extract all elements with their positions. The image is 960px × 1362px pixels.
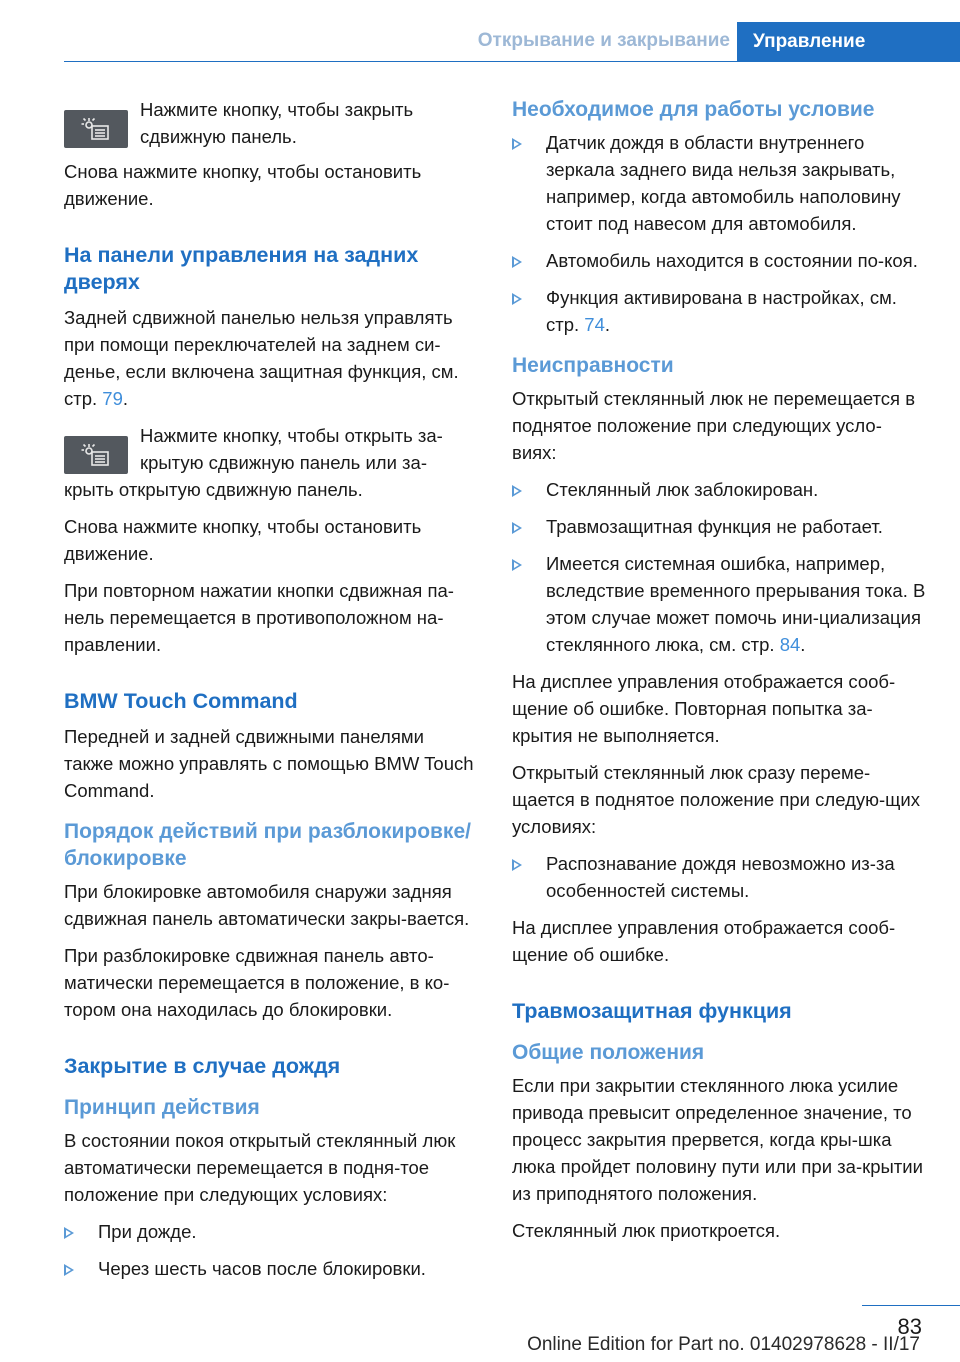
list-item: Распознавание дождя невозможно из-за особенностей системы. <box>512 850 926 904</box>
header-rule <box>64 61 737 62</box>
close-button-text: Нажмите кнопку, чтобы закрыть сдвижную панель. <box>140 99 414 147</box>
left-column <box>64 96 478 1292</box>
paragraph: На дисплее управления отображается сооб-щение об ошибке. <box>512 917 896 965</box>
paragraph: Открытый стеклянный люк не перемещается в поднятое положение при следующих усло-виях: <box>512 388 916 463</box>
heading-condition: Необходимое для работы условие <box>512 98 875 121</box>
open-close-button-instruction <box>64 422 478 476</box>
page-link-84[interactable]: 84 <box>779 634 801 655</box>
heading-faults: Неисправности <box>512 354 674 377</box>
heading-pinch-protection: Травмозащитная функция <box>512 999 792 1023</box>
sliding-panel-button-icon <box>64 436 128 474</box>
page-link-74[interactable]: 74 <box>584 314 605 335</box>
paragraph: Передней и задней сдвижными панелями также можно управлять с помощью BMW Touch Command. <box>64 726 474 801</box>
paragraph-rear: Задней сдвижной панелью нельзя управлять при помощи переключателей на заднем си-денье, если включена защитная функция, см. стр. 79. <box>64 307 459 409</box>
paragraph: При разблокировке сдвижная панель авто-матически перемещается в положение, в ко-тором она находилась до блокировки. <box>64 945 450 1020</box>
paragraph: Стеклянный люк приоткроется. <box>512 1220 781 1241</box>
list-item: Датчик дождя в области внутреннего зеркала заднего вида нельзя закрывать, например, когда автомобиль наполовину стоит под навесом для автомобиля. <box>512 129 926 237</box>
page-header <box>0 0 960 62</box>
paragraph: Если при закрытии стеклянного люка усилие привода превысит определенное значение, то процесс закрытия прервется, когда кры-шка люка пройдет половину пути или при за-крытии из приподнятого положения. <box>512 1075 923 1204</box>
close-button-instruction <box>64 96 478 150</box>
condition-list <box>512 129 926 338</box>
bullet-triangle-icon <box>512 485 522 497</box>
fault-list <box>512 476 926 658</box>
section-breadcrumb[interactable]: Открывание и закрывание <box>477 30 730 51</box>
paragraph: В состоянии покоя открытый стеклянный люк автоматически перемещается в подня-тое положение при следующих условиях: <box>64 1130 456 1205</box>
paragraph: Снова нажмите кнопку, чтобы остановить движение. <box>64 516 422 564</box>
bullet-triangle-icon <box>64 1264 74 1276</box>
bullet-triangle-icon <box>512 559 522 571</box>
principle-list <box>64 1218 478 1282</box>
right-column <box>512 96 926 1254</box>
paragraph: На дисплее управления отображается сооб-щение об ошибке. Повторная попытка за-крытия не выполняется. <box>512 671 896 746</box>
bullet-triangle-icon <box>512 256 522 268</box>
list-item: Стеклянный люк заблокирован. <box>512 476 926 503</box>
edition-note: Online Edition for Part no. 01402978628 - II/17 <box>527 1334 920 1355</box>
heading-lock-procedure: Порядок действий при разблокировке/блокировке <box>64 820 471 870</box>
heading-rear-panel: На панели управления на задних дверях <box>64 243 419 294</box>
open-close-button-text: Нажмите кнопку, чтобы открыть за-крытую сдвижную панель или за- <box>140 425 443 473</box>
paragraph: крыть открытую сдвижную панель. <box>64 479 363 500</box>
raise-list <box>512 850 926 904</box>
heading-general: Общие положения <box>512 1041 705 1064</box>
bullet-triangle-icon <box>512 293 522 305</box>
heading-rain-closing: Закрытие в случае дождя <box>64 1054 341 1078</box>
list-item: Травмозащитная функция не работает. <box>512 513 926 540</box>
bullet-triangle-icon <box>512 522 522 534</box>
sliding-panel-button-icon <box>64 110 128 148</box>
paragraph: При повторном нажатии кнопки сдвижная па-нель перемещается в противоположном на-правлении. <box>64 580 454 655</box>
list-item: Функция активирована в настройках, см. стр. 74. <box>512 284 926 338</box>
list-item: При дожде. <box>64 1218 478 1245</box>
heading-principle: Принцип действия <box>64 1096 260 1119</box>
page-number: 83 <box>897 1314 922 1339</box>
bullet-triangle-icon <box>64 1227 74 1239</box>
list-item: Имеется системная ошибка, например, вследствие временного прерывания тока. В этом случае может помочь ини-циализация стеклянного люка, см. стр. 84. <box>512 550 926 658</box>
page-link-79[interactable]: 79 <box>102 388 123 409</box>
paragraph: Открытый стеклянный люк сразу переме-щается в поднятое положение при следую-щих условиях: <box>512 762 920 837</box>
paragraph: Снова нажмите кнопку, чтобы остановить движение. <box>64 161 422 209</box>
heading-touch-command: BMW Touch Command <box>64 689 298 713</box>
list-item: Через шесть часов после блокировки. <box>64 1255 478 1282</box>
bullet-triangle-icon <box>512 138 522 150</box>
paragraph: При блокировке автомобиля снаружи задняя сдвижная панель автоматически закры-вается. <box>64 881 470 929</box>
footer-rule <box>862 1305 960 1306</box>
chapter-tab[interactable]: Управление <box>737 22 960 62</box>
bullet-triangle-icon <box>512 859 522 871</box>
list-item: Автомобиль находится в состоянии по-коя. <box>512 247 926 274</box>
